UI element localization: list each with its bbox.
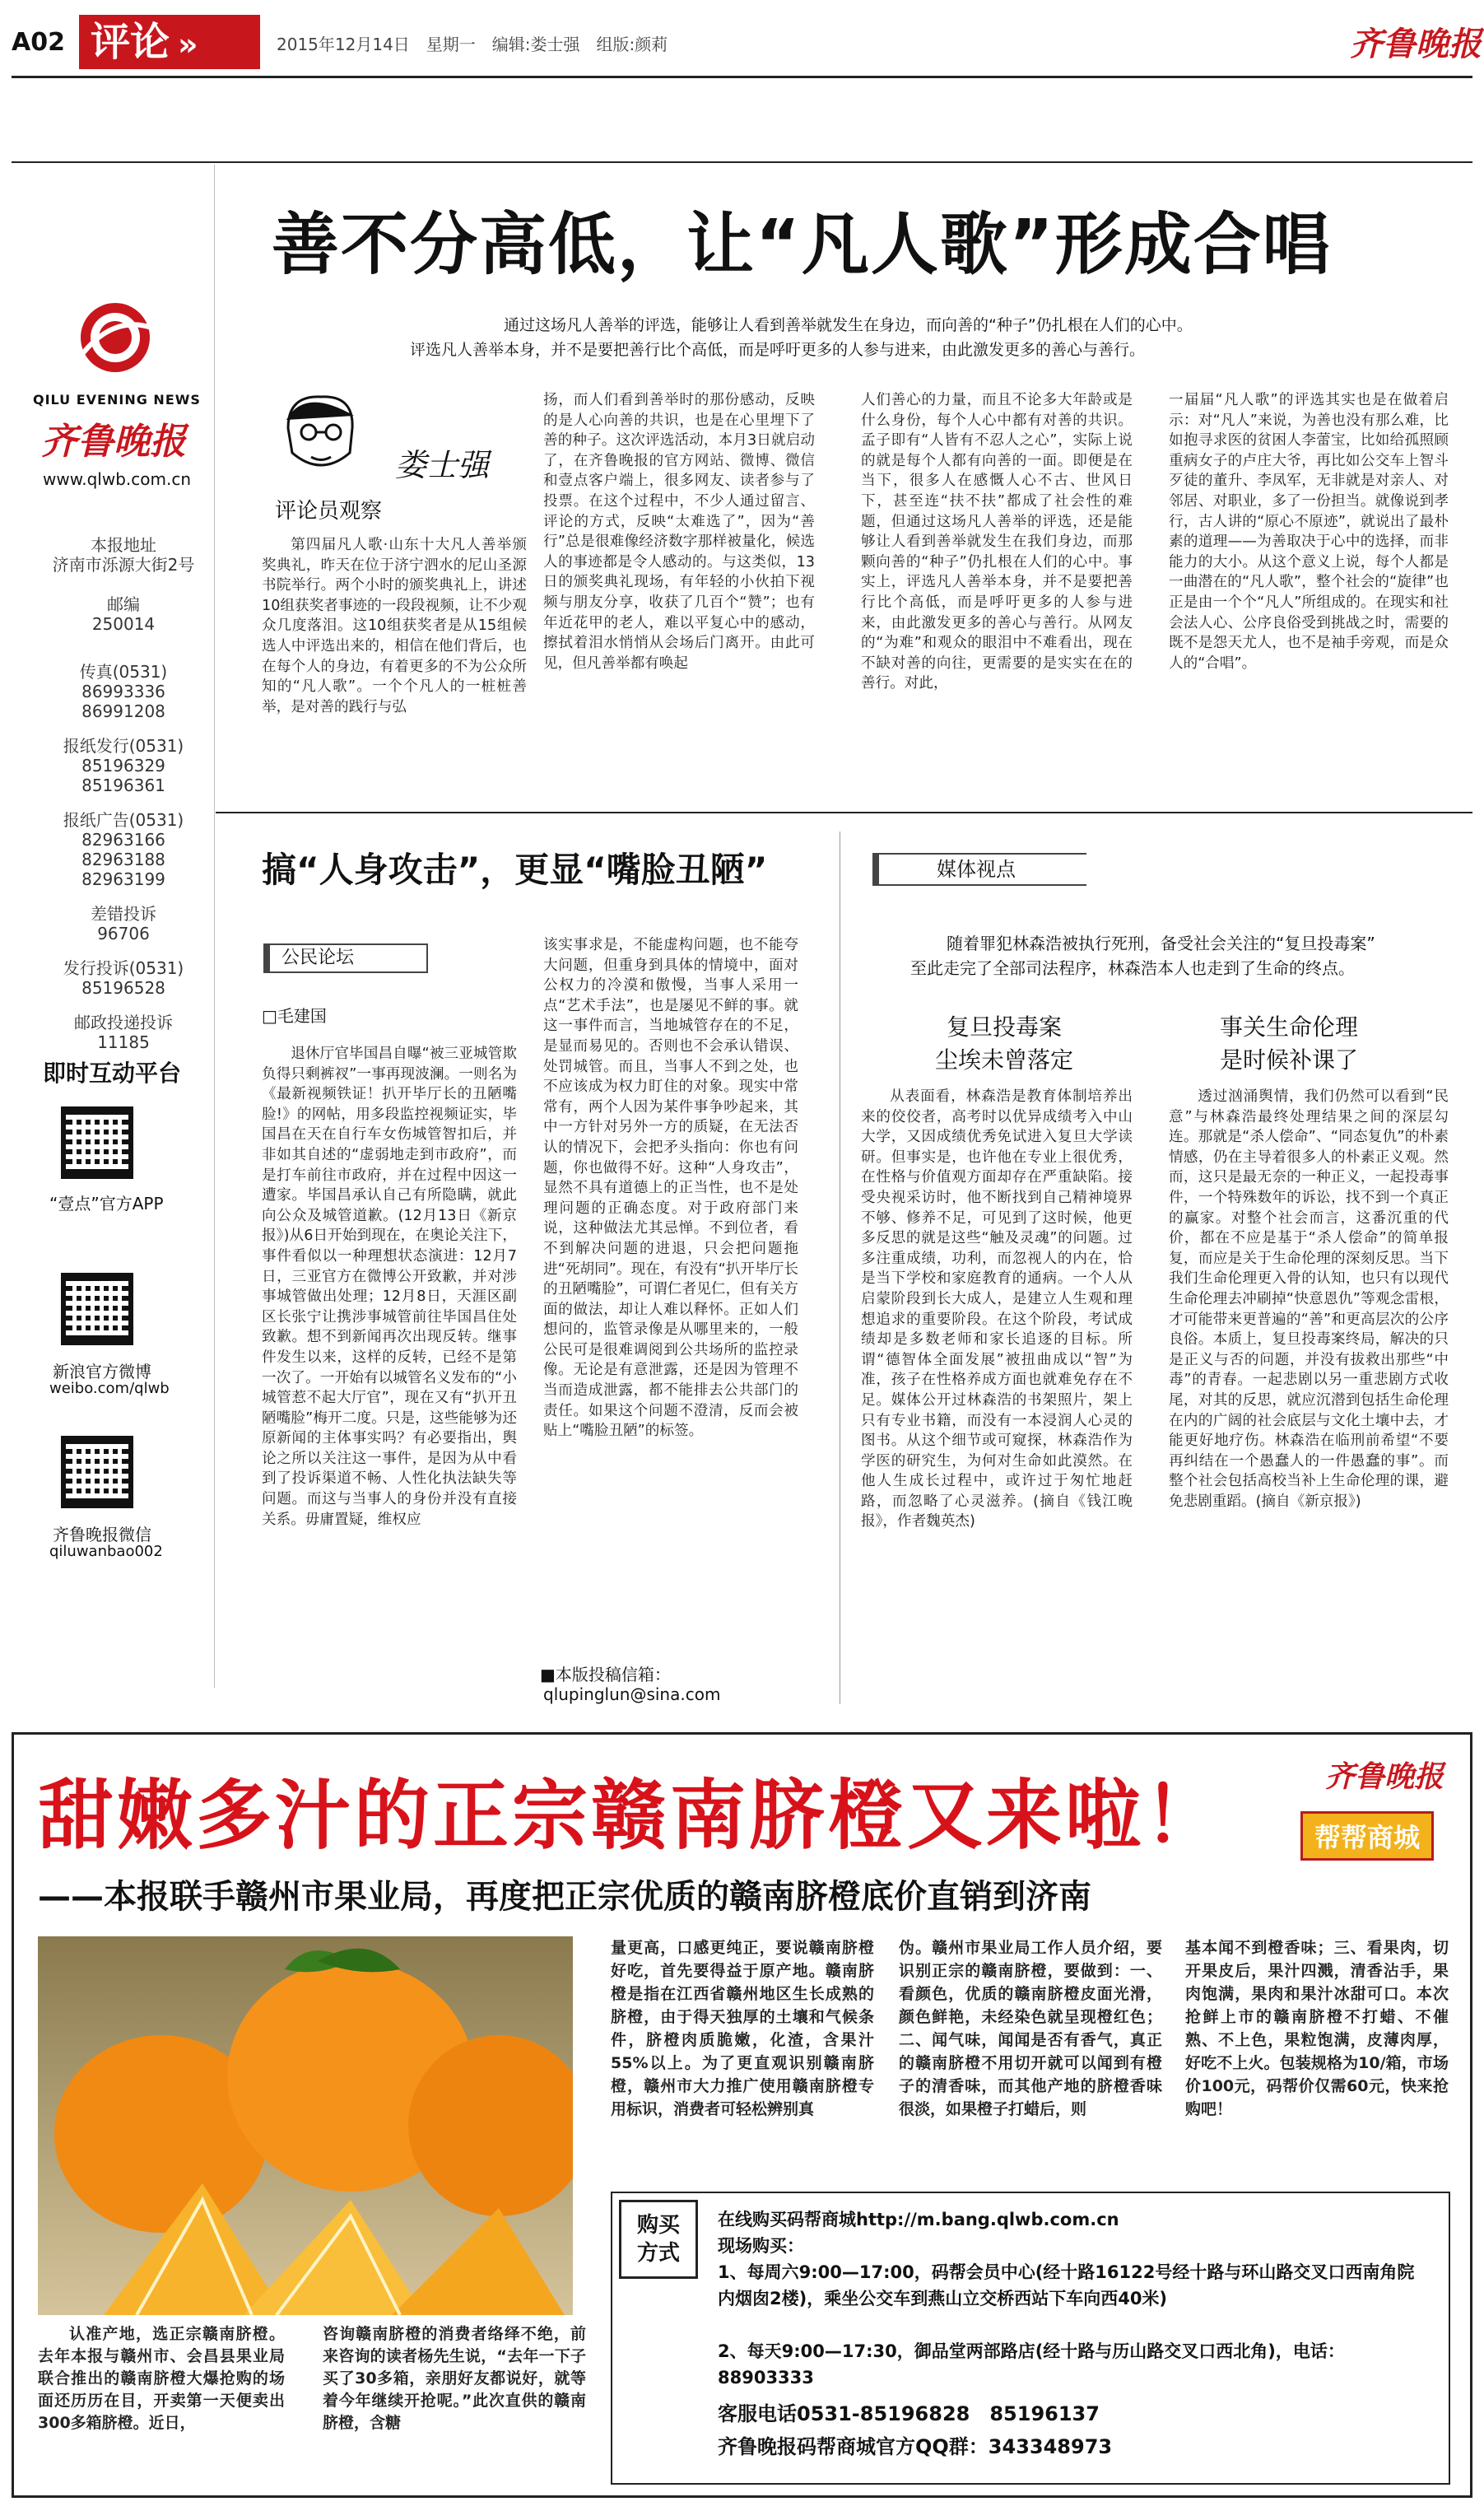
media-col-1 — [861, 1087, 1133, 1712]
postcode: 250014 — [91, 614, 156, 634]
ad-logo: 齐鲁晚报 — [1325, 1759, 1444, 1794]
interactive-title: 即时互动平台 — [43, 1060, 182, 1087]
section-tab — [79, 15, 260, 69]
ad-col-2-text: 伪。赣州市果业局工作人员介绍，要识别正宗的赣南脐橙，要做到：一、看颜色，优质的赣南脐橙皮面光滑，颜色鲜艳，未经染色就呈现橙红色；二、闻气味，闻闻是否有香气，真正的赣南脐橙不用切开就可以闻到有橙子的清香味，而其他产地的脐橙香味很淡，如果橙子打蜡后，则 — [899, 1939, 1162, 2118]
forum-tab — [263, 943, 428, 973]
left-title-1: 复旦投毒案 — [947, 1013, 1063, 1041]
ad-headline: 甜嫩多汁的正宗赣南脐橙又来啦！ — [38, 1772, 1224, 1860]
article-col-1-text: 第四届凡人歌·山东十大凡人善举颁奖典礼，昨天在位于济宁泗水的尼山圣源书院举行。两个小时的颁奖典礼上，讲述10组获奖者事迹的一段段视频，让不少观众几度落泪。这10组获奖者是从15组候选人中评选出来的，相信在他们背后，也在每个人的身边，有着更多的不为公众所知的“凡人歌”。一个个凡人的一桩桩善举，是对善的践行与弘 — [262, 537, 527, 715]
sub-headline: 搞“人身攻击”，更显“嘴脸丑陋” — [262, 850, 768, 890]
ad-col-1-text: 量更高，口感更纯正，要说赣南脐橙好吃，首先要得益于原产地。赣南脐橙是指在江西省赣州地区生长成熟的脐橙，由于得天独厚的土壤和气候条件，脐橙肉质脆嫩，化渣，含果汁55%以上。为了更直观识别赣南脐橙，赣州市大力推广使用赣南脐橙专用标识，消费者可轻松辨别真 — [611, 1939, 874, 2118]
article-col-4 — [1169, 390, 1449, 762]
distribution-label: 报纸发行(0531) — [63, 736, 184, 756]
media-col-2 — [1169, 1087, 1449, 1712]
orange-photo — [38, 1936, 573, 2315]
paper-name: 齐鲁晚报 — [1350, 25, 1482, 63]
forum-col-2 — [543, 935, 798, 1660]
header-rule — [12, 76, 1472, 78]
page-number: A02 — [12, 28, 65, 57]
postcode-label: 邮编 — [107, 594, 140, 614]
media-col-1-text: 从表面看，林森浩是教育体制培养出来的佼佼者，高考时以优异成绩考入中山大学，又因成绩优秀免试进入复旦大学读研。但事实是，也许他在专业上很优秀，在性格与价值观方面却存在严重缺陷。接受央视采访时，他不断找到自己精神境界不够、修养不足，可见到了这时候，他更多反思的就是这些“触及灵魂”的问题。过多注重成绩，功利，而忽视人的内在，恰是当下学校和家庭教育的通病。一个人从启蒙阶段到长大成人，是建立人生观和理想追求的重要阶段。在这个阶段，考试成绩却是多数老师和家长追逐的目标。所谓“德智体全面发展”被扭曲成以“智”为准，孩子在性格养成方面也就难免存在不足。媒体公开过林森浩的书架照片，架上只有专业书籍，而没有一本浸润人心灵的图书。从这个细节或可窥探，林森浩作为学医的研究生，为何对生命如此漠然。在他人生成长过程中，或许过于匆忙地赶路，而忽略了心灵滋养。(摘自《钱江晚报》，作者魏英杰) — [861, 1088, 1133, 1530]
sidebar-contacts — [41, 535, 206, 1052]
ad-badge: 帮帮商城 — [1300, 1811, 1434, 1861]
author-portrait — [272, 387, 370, 486]
distribution: 85196329 85196361 — [81, 756, 165, 795]
sidebar-divider — [214, 165, 215, 1688]
article-col-3-text: 人们善心的力量，而且不论多大年龄或是什么身份，每个人心中都有对善的共识。孟子即有“人皆有不忍人之心”，实际上说的就是每个人都有向善的一面。即便是在当下，很多人在感慨人心不古、世风日下，甚至连“扶不扶”都成了社会性的难题，但通过这场凡人善举的评选，还是能够让人看到善举就发生在我们身边，而那颗向善的“种子”仍扎根在人们的心中。事实上，评选凡人善举本身，并不是要把善行比个高低，而是呼吁更多的人参与进来，由此激发更多的善心与善行。从网友的“为难”和观众的眼泪中不难看出，现在不缺对善的向往，更需要的是实实在在的善行。对此， — [861, 392, 1133, 692]
ad-col-2 — [899, 1936, 1162, 2183]
navel-orange-icon — [38, 1936, 573, 2315]
forum-col-1 — [262, 1044, 517, 1694]
ad-caption-left-text: 认准产地，选正宗赣南脐橙。去年本报与赣州市、会昌县果业局联合推出的赣南脐橙大爆抢购的场面还历历在目，开卖第一天便卖出300多箱脐橙。近日， — [38, 2325, 285, 2432]
issue-meta: 2015年12月14日 星期一 编辑:娄士强 组版:颜莉 — [277, 35, 668, 54]
qr-code-weibo[interactable] — [61, 1273, 133, 1345]
media-deck-2: 至此走完了全部司法程序，林森浩本人也走到了生命的终点。 — [910, 958, 1355, 978]
qr1-caption: “壹点”官方APP — [49, 1194, 164, 1214]
article-col-4-text: 一届届“凡人歌”的评选其实也是在做着启示：对“凡人”来说，为善也没有那么难，比如抱寻求医的贫困人李蕾宝，比如给孤照顾重病女子的卢庄大爷，再比如公交车上智斗歹徒的董升、李凤军，无非就是对亲人、对邻居、对职业，多了一份担当。就像说到孝行，古人讲的“原心不原迹”，就说出了最朴素的道理——为善取决于心中的选择，而非能力的大小。从这个意义上说，每个人都是一曲潜在的“凡人歌”，整个社会的“旋律”也正是由一个个“凡人”所组成的。在现实和社会法人心、公序良俗受到挑战之时，需要的既不是怨天尤人，也不是袖手旁观，而是众人的“合唱”。 — [1169, 392, 1449, 672]
article-col-3 — [861, 390, 1133, 762]
complaint: 96706 — [97, 924, 150, 943]
media-deck-1: 随着罪犯林森浩被执行死刑，备受社会关注的“复旦投毒案” — [947, 934, 1375, 953]
media-tab — [872, 853, 1086, 886]
section-divider — [216, 812, 1472, 813]
onsite-1: 1、每周六9:00—17:00，码帮会员中心(经十路16122号经十路与环山路交叉口西南角院内烟囱2楼)，乘坐公交车到燕山立交桥西站下车向西40米) — [718, 2262, 1415, 2308]
forum-label: 公民论坛 — [281, 948, 355, 968]
ads-label: 报纸广告(0531) — [63, 810, 184, 830]
paper-logo — [66, 296, 165, 379]
buy-label-box — [619, 2200, 698, 2279]
author-portrait-icon — [272, 387, 370, 486]
qq-group: 齐鲁晚报码帮商城官方QQ群：343348973 — [718, 2435, 1113, 2458]
address: 济南市泺源大街2号 — [52, 555, 195, 575]
forum-col-1-text: 退休厅官毕国昌自曝“被三亚城管欺负得只剩裤衩”一事再现波澜。一则名为《最新视频铁证！扒开毕厅长的丑陋嘴脸!》的网帖，用多段监控视频证实，毕国昌在天在自行车女伤城管智扣后，并非如其自述的“虚弱地走到市政府”，而是打车前往市政府，并在过程中因这一遭家。毕国昌承认自己有所隐瞒，就此向公众及城管道歉。(12月13日《新京报》)从6日开始到现在，在奥论关注下，事件看似以一种理想状态演进：12月7日，三亚官方在微博公开致歉，并对涉事城管做出处理；12月8日，天涯区副区长张宁让携涉事城管前往毕国昌住处致歉。想不到新闻再次出现反转。继事件发生以来，这样的反转，已经不是第一次了。一开始有以城管名义发布的“小城管惹不起大厅官”，现在又有“扒开丑陋嘴脸”梅开二度。只是，这些能够为还原新闻的主体事实吗？有必要指出，舆论之所以关注这一事件，是因为从中看到了投诉渠道不畅、人性化执法缺失等问题。而这与当事人的身份并没有直接关系。毋庸置疑，维权应 — [262, 1046, 517, 1528]
service-phone: 客服电话0531-85196828 85196137 — [718, 2402, 1100, 2425]
ad-caption-left — [38, 2323, 285, 2480]
logo-en: QILU EVENING NEWS — [33, 392, 201, 408]
buy-label: 购买方式 — [636, 2213, 680, 2266]
post-label: 邮政投递投诉 — [74, 1013, 173, 1032]
qr2-sub: weibo.com/qlwb — [49, 1380, 170, 1397]
delivery-label: 发行投诉(0531) — [63, 958, 184, 978]
ad-col-3-text: 基本闻不到橙香味；三、看果肉，切开果皮后，果汁四溅，清香沾手，果肉饱满，果肉和果汁冰甜可口。本次抢鲜上市的赣南脐橙不打蜡、不催熟、不上色，果粒饱满，皮薄肉厚，好吃不上火。包装规格为10/箱，市场价100元，码帮价仅需60元，快来抢购吧！ — [1185, 1939, 1449, 2118]
fax: 86993336 86991208 — [81, 682, 165, 721]
website-link[interactable]: www.qlwb.com.cn — [43, 469, 191, 489]
ad-subhead: ——本报联手赣州市果业局，再度把正宗优质的赣南脐橙底价直销到济南 — [38, 1878, 1091, 1916]
article-col-1 — [262, 535, 527, 762]
deck-line1: 通过这场凡人善举的评选，能够让人看到善举就发生在身边，而向善的“种子”仍扎根在人们的心中。 — [504, 316, 1193, 334]
ad-col-1 — [611, 1936, 874, 2183]
section-label: 评论 — [91, 19, 170, 65]
media-col-2-text: 透过汹涌舆情，我们仍然可以看到“民意”与林森浩最终处理结果之间的深层勾连。那就是“杀人偿命”、“同态复仇”的朴素情感，仍在主导着很多人的朴素正义观。然而，这只是最无奈的一种正义，一起投毒事件，一个特殊数年的诉讼，找不到一个真正的赢家。对整个社会而言，这番沉重的代价，都在不应是基于“杀人偿命”的简单报复，而应是关于生命伦理的深刻反思。当下我们生命伦理更入骨的认知，也只有以现代生命伦理去冲刷掉“快意恩仇”等观念雷根，才可能带来更普遍的“善”和更高层次的公序良俗。本质上，复旦投毒案终局，解决的只是正义与否的问题，并没有拔救出那些“中毒”的青春。一起悲剧以另一重悲剧方式收尾，对其的反思，就应沉潜到包括生命伦理在内的广阔的社会底层与文化土壤中去，才能更好地疗伤。林森浩在临刑前希望“不要再纠结在一个愚蠢人的一件愚蠢的事”。而整个社会包括高校当补上生命伦理的课，避免悲剧重蹈。(摘自《新京报》) — [1169, 1088, 1449, 1510]
qr3-caption: 齐鲁晚报微信 — [53, 1525, 151, 1544]
chevron-icon: » — [178, 26, 198, 63]
online-purchase[interactable]: 在线购买码帮商城http://m.bang.qlwb.com.cn — [718, 2210, 1119, 2229]
byline-label: 评论员观察 — [275, 499, 383, 524]
qr3-sub: qiluwanbao002 — [49, 1543, 163, 1560]
deck-line2: 评选凡人善举本身，并不是要把善行比个高低，而是呼吁更多的人参与进来，由此激发更多的善心与善行。 — [410, 341, 1146, 359]
media-label: 媒体视点 — [937, 858, 1016, 881]
qr-code-wechat[interactable] — [61, 1436, 133, 1508]
logo-cn: 齐鲁晚报 — [41, 421, 186, 463]
ad-caption-mid — [323, 2323, 586, 2480]
address-label: 本报地址 — [91, 535, 156, 555]
ads: 82963166 82963188 82963199 — [81, 830, 165, 889]
article-col-2-text: 扬，而人们看到善举时的那份感动，反映的是人心向善的共识，也是在心里埋下了善的种子。这次评选活动，本月3日就启动了，在齐鲁晚报的官方网站、微博、微信和壹点客户端上，很多网友、读者参与了投票。在这个过程中，不少人通过留言、评论的方式，反映“太难选了”，因为“善行”总是很难像经济数字那样被量化，候选人的事迹都是令人感动的。与这类似，13日的颁奖典礼现场，有年轻的小伙拍下视频与朋友分享，收获了几百个“赞”；也有年近花甲的老人，难以平复心中的感动，擦拭着泪水悄悄从会场后门离开。由此可见，但凡善举都有唤起 — [543, 392, 815, 672]
right-title-1: 事关生命伦理 — [1220, 1013, 1359, 1041]
main-headline: 善不分高低，让“凡人歌”形成合唱 — [272, 206, 1332, 284]
onsite-2: 2、每天9:00—17:30，御品堂两部路店(经十路与历山路交叉口西北角)，电话：88903333 — [718, 2341, 1345, 2388]
delivery: 85196528 — [81, 978, 165, 998]
onsite-label: 现场购买： — [718, 2236, 804, 2256]
author-signature: 娄士强 — [395, 447, 490, 483]
forum-author: □毛建国 — [262, 1006, 327, 1026]
qr2-caption: 新浪官方微博 — [53, 1362, 151, 1381]
article-col-2 — [543, 390, 815, 762]
mailbox-label: ■本版投稿信箱： — [540, 1665, 671, 1684]
article-top-rule — [12, 161, 1472, 163]
qr-code-app[interactable] — [61, 1106, 133, 1179]
post: 11185 — [97, 1032, 150, 1052]
ad-caption-mid-text: 咨询赣南脐橙的消费者络绎不绝，前来咨询的读者杨先生说，“去年一下子买了30多箱，亲朋好友都说好，就等着今年继续开抢呢。”此次直供的赣南脐橙，含糖 — [323, 2325, 586, 2432]
fax-label: 传真(0531) — [79, 662, 168, 682]
ad-col-3 — [1185, 1936, 1449, 2183]
forum-col-2-text: 该实事求是，不能虚构问题，也不能夸大问题，但重身到具体的情境中，面对公权力的冷漠和傲慢，当事人采用一点“艺术手法”，也是屡见不鲜的事。就这一事件而言，当地城管存在的不足，是显而易见的。否则也不会承认错误、处罚城管。而且，当事人不到之处，也不应该成为权力盯住的对象。现实中常常有，两个人因为某件事争吵起来，其中一方针对另外一方的质疑，在无法否认的情况下，会把矛头指向：你也有问题，你也做得不好。这种“人身攻击”，显然不具有道德上的正当性，也不是处理问题的正确态度。对于政府部门来说，这种做法尤其忌惮。不到位者，看不到解决问题的进退，只会把问题拖进“死胡同”。现在，有没有“扒开毕厅长的丑陋嘴脸”，可谓仁者见仁，但有关方面的做法，却让人难以释怀。正如人们想问的，监管录像是从哪里来的，一般公民可是很难调阅到公共场所的监控录像。无论是有意泄露，还是因为管理不当而造成泄露，都不能排去公共部门的责任。如果这个问题不澄清，反而会被贴上“嘴脸丑陋”的标签。 — [543, 937, 798, 1440]
logo-mark-icon — [66, 296, 165, 379]
left-title-2: 尘埃未曾落定 — [935, 1046, 1074, 1074]
mailbox-email[interactable]: qlupinglun@sina.com — [543, 1684, 721, 1704]
complaint-label: 差错投诉 — [91, 904, 156, 924]
right-title-2: 是时候补课了 — [1220, 1046, 1359, 1074]
